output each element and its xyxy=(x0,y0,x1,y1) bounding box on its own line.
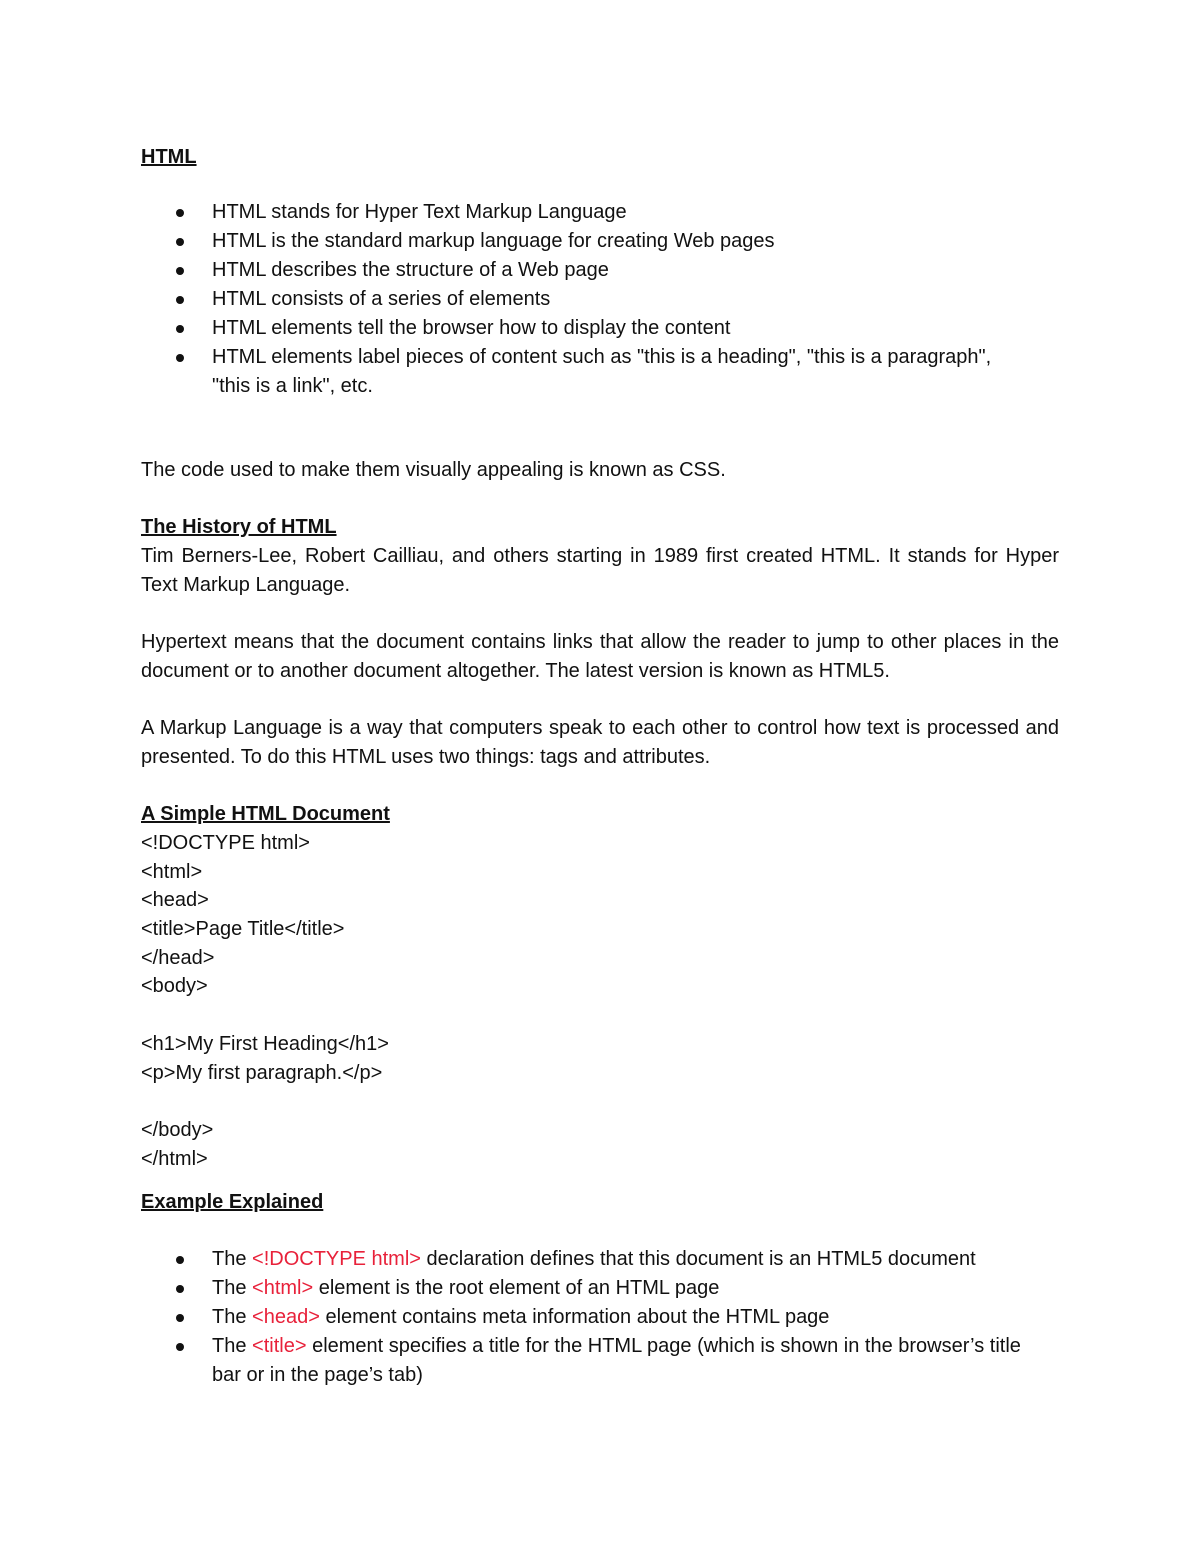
bullet-icon xyxy=(176,325,184,333)
tag-highlight: <html> xyxy=(252,1277,314,1299)
list-item-text: HTML is the standard markup language for creating Web pages xyxy=(212,230,775,252)
code-line: </body> xyxy=(141,1119,214,1141)
list-item-suffix: element specifies a title for the HTML page (which is shown in the browser’s title bar or in the page’s tab) xyxy=(212,1335,1021,1386)
section-heading-example: Example Explained xyxy=(141,1191,324,1213)
list-item xyxy=(141,1274,1059,1303)
list-item-prefix: The xyxy=(212,1248,253,1270)
code-line: <body> xyxy=(141,975,208,997)
history-paragraph-3: A Markup Language is a way that computers speak to each other to control how text is processed and presented. To do this HTML uses two things: tags and attributes. xyxy=(141,717,1059,768)
history-paragraph-2: Hypertext means that the document contains links that allow the reader to jump to other places in the document or to another document altogether. The latest version is known as HTML5. xyxy=(141,631,1059,682)
list-item xyxy=(141,314,1059,343)
code-line: <head> xyxy=(141,889,209,911)
bullet-icon xyxy=(176,238,184,246)
list-item xyxy=(141,343,1059,401)
bullet-icon xyxy=(176,1314,184,1322)
document-page xyxy=(141,0,1059,1553)
list-item xyxy=(141,285,1059,314)
list-item xyxy=(141,1332,1059,1390)
tag-highlight: <head> xyxy=(252,1306,320,1328)
code-line: <h1>My First Heading</h1> xyxy=(141,1033,389,1055)
bullet-icon xyxy=(176,1285,184,1293)
list-item-text: HTML elements label pieces of content such as "this is a heading", "this is a paragraph", "this is a link", etc. xyxy=(212,346,992,397)
css-note: The code used to make them visually appealing is known as CSS. xyxy=(141,459,726,481)
bullet-icon xyxy=(176,354,184,362)
list-item-text: HTML consists of a series of elements xyxy=(212,288,551,310)
code-line: <html> xyxy=(141,861,203,883)
bullet-icon xyxy=(176,296,184,304)
tag-highlight: <!DOCTYPE html> xyxy=(252,1248,421,1270)
section-heading-history: The History of HTML xyxy=(141,516,337,538)
list-item-suffix: element is the root element of an HTML page xyxy=(313,1277,720,1299)
list-item xyxy=(141,256,1059,285)
list-item-prefix: The xyxy=(212,1277,253,1299)
code-line: <p>My first paragraph.</p> xyxy=(141,1062,383,1084)
list-item-prefix: The xyxy=(212,1306,253,1328)
code-line: <title>Page Title</title> xyxy=(141,918,345,940)
section-heading-html: HTML xyxy=(141,146,197,168)
code-line: <!DOCTYPE html> xyxy=(141,832,310,854)
list-item-text: HTML stands for Hyper Text Markup Language xyxy=(212,201,627,223)
list-item xyxy=(141,198,1059,227)
code-line: </head> xyxy=(141,947,215,969)
bullet-icon xyxy=(176,267,184,275)
list-item xyxy=(141,227,1059,256)
code-line: </html> xyxy=(141,1148,208,1170)
bullet-icon xyxy=(176,209,184,217)
example-bullet-list xyxy=(141,1245,1059,1390)
list-item-prefix: The xyxy=(212,1335,253,1357)
list-item-text: HTML describes the structure of a Web page xyxy=(212,259,609,281)
list-item-suffix: element contains meta information about the HTML page xyxy=(319,1306,830,1328)
bullet-icon xyxy=(176,1343,184,1351)
list-item xyxy=(141,1303,1059,1332)
list-item-text: HTML elements tell the browser how to display the content xyxy=(212,317,731,339)
tag-highlight: <title> xyxy=(252,1335,307,1357)
list-item-suffix: declaration defines that this document is an HTML5 document xyxy=(420,1248,976,1270)
history-paragraph-1: Tim Berners-Lee, Robert Cailliau, and others starting in 1989 first created HTML. It stands for Hyper Text Markup Language. xyxy=(141,545,1059,596)
list-item xyxy=(141,1245,1059,1274)
html-bullet-list xyxy=(141,198,1059,401)
bullet-icon xyxy=(176,1256,184,1264)
section-heading-simple-doc: A Simple HTML Document xyxy=(141,803,390,825)
